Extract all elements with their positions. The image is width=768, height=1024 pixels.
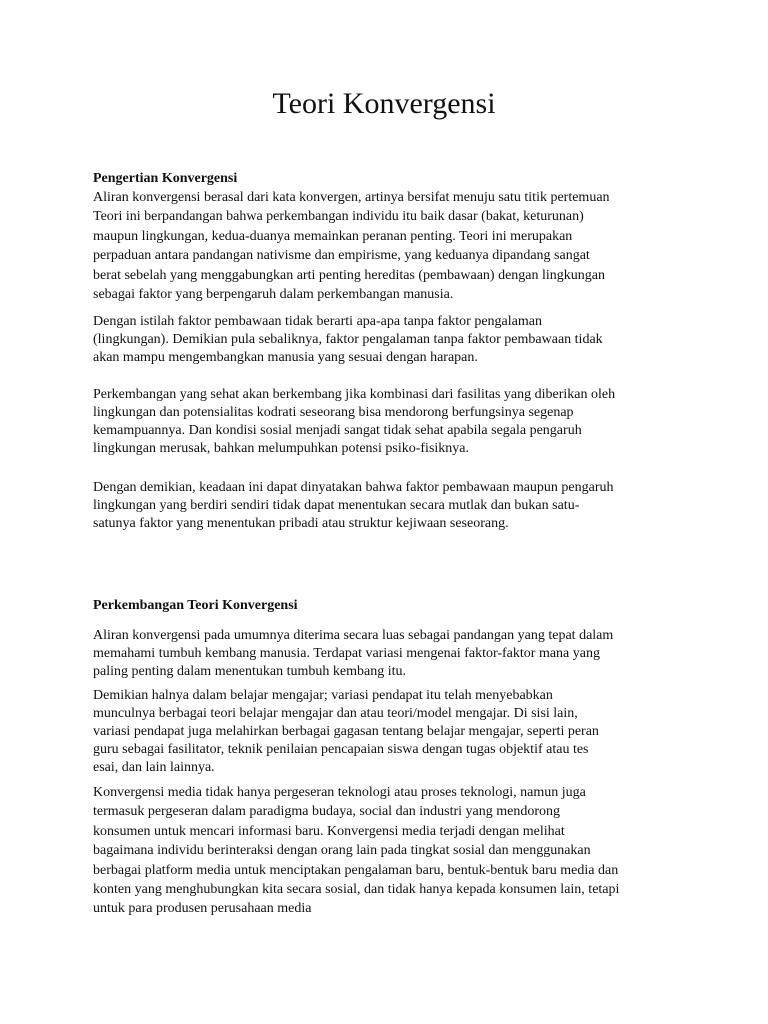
paragraph-line: bagaimana individu berinteraksi dengan orang lain pada tingkat sosial dan menggunakan [93,843,591,859]
paragraph-line: guru sebagai fasilitator, teknik penilaian pencapaian siswa dengan tugas objektif atau tes [93,742,589,757]
paragraph-line: paling penting dalam menentukan tumbuh kembang itu. [93,664,406,679]
paragraph [93,687,683,777]
paragraph-line: lingkungan dan potensialitas kodrati seseorang bisa mendorong berfungsinya segenap [93,405,574,420]
paragraph-line: (lingkungan). Demikian pula sebaliknya, faktor pengalaman tanpa faktor pembawaan tidak [93,332,603,347]
paragraph-line: munculnya berbagai teori belajar mengajar dan atau teori/model mengajar. Di sisi lain, [93,706,578,721]
paragraph-line: satunya faktor yang menentukan pribadi atau struktur kejiwaan seseorang. [93,516,509,531]
paragraph-line: sebagai faktor yang berpengaruh dalam perkembangan manusia. [93,287,454,303]
paragraph-line: berbagai platform media untuk menciptakan pengalaman baru, bentuk-bentuk baru media dan [93,862,619,878]
paragraph [93,783,683,919]
section-pengertian [93,170,683,304]
paragraph [93,313,683,367]
paragraph [93,386,683,458]
paragraph-line: Konvergensi media tidak hanya pergeseran teknologi atau proses teknologi, namun juga [93,785,586,800]
section-heading: Pengertian Konvergensi [93,171,238,186]
paragraph-line: Perkembangan yang sehat akan berkembang jika kombinasi dari fasilitas yang diberikan oleh [93,387,616,402]
paragraph-line: berat sebelah yang menggabungkan arti penting hereditas (pembawaan) dengan lingkungan [93,267,605,283]
paragraph-line: Demikian halnya dalam belajar mengajar; variasi pendapat itu telah menyebabkan [93,688,553,703]
document-title: Teori Konvergensi [272,87,496,120]
paragraph-line: termasuk pergeseran dalam paradigma budaya, social dan industri yang mendorong [93,804,561,820]
paragraph-line: Aliran konvergensi pada umumnya diterima secara luas sebagai pandangan yang tepat dalam [93,628,614,643]
paragraph-line: perpaduan antara pandangan nativisme dan empirisme, yang keduanya dipandang sangat [93,248,590,264]
paragraph-line: Aliran konvergensi berasal dari kata konvergen, artinya bersifat menuju satu titik pertemuan [93,190,610,205]
section-heading: Perkembangan Teori Konvergensi [93,598,298,613]
paragraph-line: lingkungan merusak, bahkan melumpuhkan potensi psiko-fisiknya. [93,441,469,456]
paragraph [93,479,683,533]
paragraph-line: konsumen untuk mencari informasi baru. Konvergensi media terjadi dengan melihat [93,823,565,839]
paragraph-line: Dengan demikian, keadaan ini dapat dinyatakan bahwa faktor pembawaan maupun pengaruh [93,480,614,495]
paragraph-line: konten yang menghubungkan kita secara sosial, dan tidak hanya kepada konsumen lain, tetapi [93,882,620,898]
paragraph-line: Teori ini berpandangan bahwa perkembangan individu itu baik dasar (bakat, keturunan) [93,209,584,225]
paragraph-line: lingkungan yang berdiri sendiri tidak dapat menentukan secara mutlak dan bukan satu- [93,498,580,513]
paragraph-line: maupun lingkungan, kedua-duanya memainkan peranan penting. Teori ini merupakan [93,228,573,244]
paragraph-line: kemampuannya. Dan kondisi sosial menjadi sangat tidak sehat apabila segala pengaruh [93,423,582,438]
section-perkembangan [93,597,683,615]
paragraph-line: memahami tumbuh kembang manusia. Terdapat variasi mengenai faktor-faktor mana yang [93,646,600,661]
paragraph-line: esai, dan lain lainnya. [93,760,215,775]
paragraph-line: Dengan istilah faktor pembawaan tidak berarti apa-apa tanpa faktor pengalaman [93,314,542,329]
paragraph-line: variasi pendapat juga melahirkan berbagai gagasan tentang belajar mengajar, seperti peran [93,724,599,739]
paragraph-line: untuk para produsen perusahaan media [93,901,312,917]
paragraph [93,627,683,681]
paragraph-line: akan mampu mengembangkan manusia yang sesuai dengan harapan. [93,350,478,365]
